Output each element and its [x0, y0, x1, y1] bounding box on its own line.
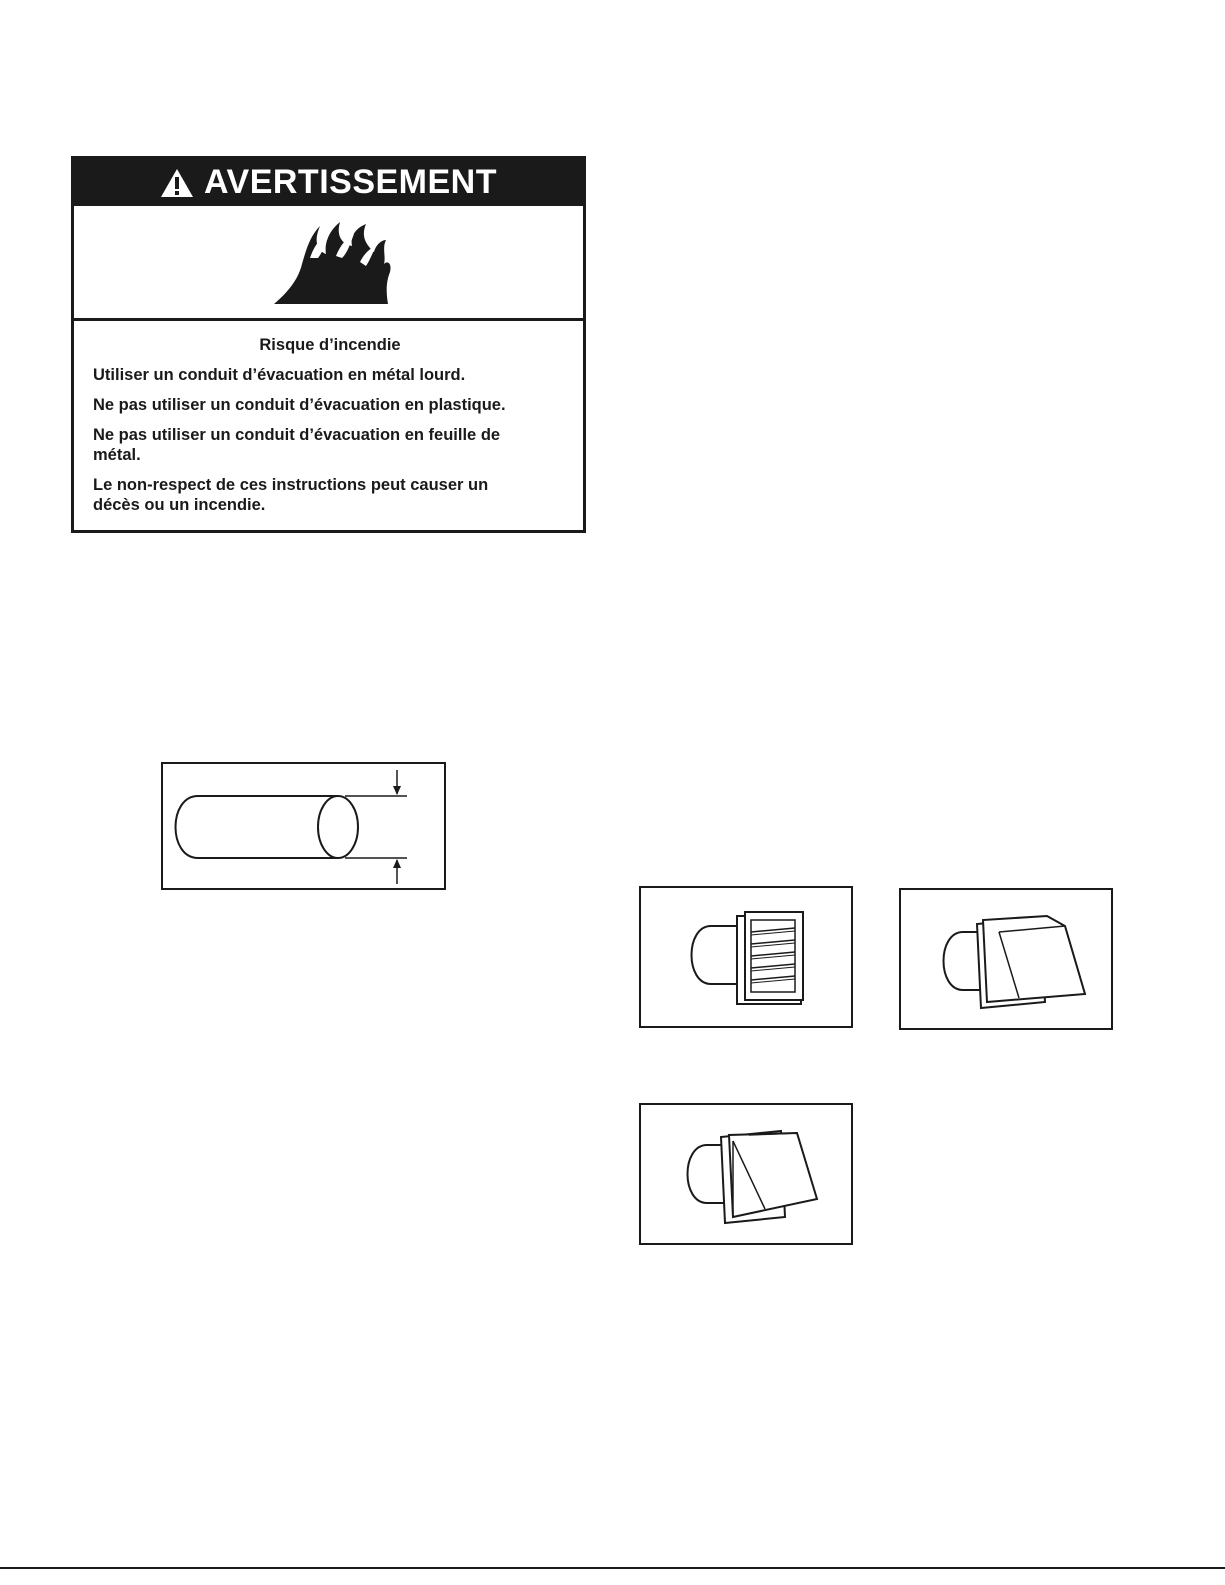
warning-line: Ne pas utiliser un conduit d’évacuation en feuille de métal.: [93, 426, 501, 464]
hazard-symbol-area: [74, 206, 583, 318]
warning-line: Utiliser un conduit d’évacuation en métal lourd.: [93, 366, 466, 384]
box-vent-figure: [899, 888, 1113, 1030]
footer-rule: [0, 1567, 1225, 1569]
warning-divider: [74, 318, 583, 321]
hazard-title: Risque d’incendie: [259, 336, 401, 354]
warning-header-label: AVERTISSEMENT: [203, 163, 497, 201]
warning-header: [74, 159, 583, 206]
warning-line: Ne pas utiliser un conduit d’évacuation en plastique.: [93, 396, 506, 414]
duct-diameter-figure: [161, 762, 446, 890]
louvered-hood-illustration: [641, 888, 855, 1030]
fire-hazard-icon: [74, 206, 583, 318]
rigid-duct-illustration: [163, 764, 448, 892]
box-hood-illustration: [901, 890, 1115, 1032]
fire-warning-box: [71, 156, 586, 533]
angled-vent-figure: [639, 1103, 853, 1245]
warning-triangle-icon: [160, 168, 194, 198]
warning-line: Le non-respect de ces instructions peut causer un décès ou un incendie.: [93, 476, 489, 514]
louvered-vent-figure: [639, 886, 853, 1028]
warning-body: [93, 335, 567, 525]
angled-hood-illustration: [641, 1105, 855, 1247]
